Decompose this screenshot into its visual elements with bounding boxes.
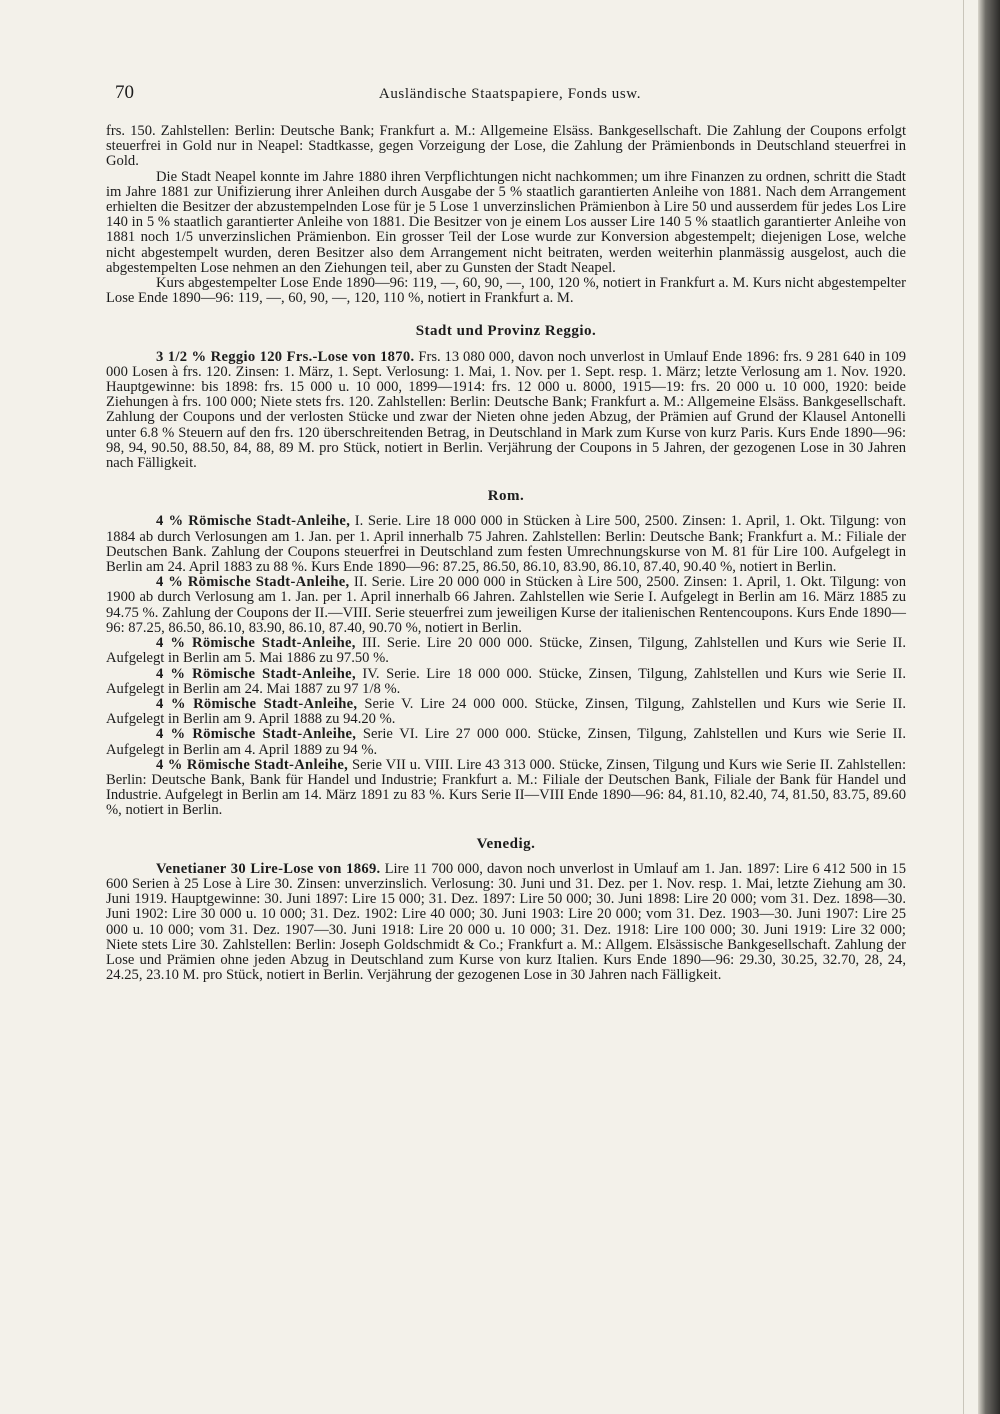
entry-rom-serie-5 — [106, 697, 906, 727]
entry-lead: 4 % Römische Stadt-Anleihe, — [156, 665, 356, 682]
page-body — [106, 124, 906, 983]
entry-text: II. Serie. Lire 20 000 000 in Stücken à Lire 500, 2500. Zinsen: 1. April, 1. Okt. Tilgung: von 1900 ab durch Verlosung am 1. Jan. per 1. April innerhalb 66 Jahren. Zahlstellen wie Serie I. Aufgelegt in Berlin am 16. März 1885 zu 94.75 %. Zahlung der Coupons der II.—VIII. Serie steuerfrei zum jeweiligen Kurse der italienischen Rentencoupons. Kurs Ende 1890—96: 87.25, 86.50, 86.10, 83.90, 86.10, 87.40, 90.70 %, notiert in Berlin. — [106, 574, 906, 636]
entry-lead: 4 % Römische Stadt-Anleihe, — [156, 574, 350, 591]
entry-text: I. Serie. Lire 18 000 000 in Stücken à Lire 500, 2500. Zinsen: 1. April, 1. Okt. Tilgung: von 1884 ab durch Verlosungen am 1. Jan. per 1. April innerhalb 75 Jahren. Zahlstellen: Berlin: Deutsche Bank; Frankfurt a. M.: Filiale der Deutschen Bank. Zahlung der Coupons steuerfrei in Deutschland zum festen Umrechnungskurse von M. 81 für Lire 100. Aufgelegt in Berlin am 24. April 1883 zu 88 %. Kurs Ende 1890—96: 87.25, 86.50, 86.10, 83.90, 86.10, 87.40, 90.40 %, notiert in Berlin. — [106, 513, 907, 576]
binding-shadow — [978, 0, 1000, 1414]
entry-text: Serie VI. Lire 27 000 000. Stücke, Zinsen, Tilgung, Zahlstellen und Kurs wie Serie II. Aufgelegt in Berlin am 4. April 1889 zu 94 %. — [106, 726, 906, 758]
entry-lead: 4 % Römische Stadt-Anleihe, — [156, 756, 349, 773]
entry-reggio-lose — [106, 350, 906, 472]
entry-lead: 4 % Römische Stadt-Anleihe, — [156, 695, 358, 712]
entry-lead: 3 1/2 % Reggio 120 Frs.-Lose von 1870. — [156, 348, 415, 365]
entry-lead: 4 % Römische Stadt-Anleihe, — [156, 513, 351, 530]
intro-paragraph-3: Kurs abgestempelter Lose Ende 1890—96: 119, —, 60, 90, —, 100, 120 %, notiert in Frankfurt a. M. Kurs nicht abgestempelter Lose Ende 1890—96: 119, —, 60, 90, —, 120, 110 %, notiert in Frankfurt a. M. — [106, 275, 906, 307]
entry-lead: 4 % Römische Stadt-Anleihe, — [156, 635, 356, 652]
intro-paragraph-2: Die Stadt Neapel konnte im Jahre 1880 ihren Verpflichtungen nicht nachkommen; um ihre Finanzen zu ordnen, schritt die Stadt im Jahre 1881 zur Unifizierung ihrer Anleihen durch Ausgabe der 5 % staatlich garantierten Anleihe von 1881. Nach dem Arrangement erhielten die Besitzer der abzustempelnden Lose für je 5 Lose 1 unverzinslichen Prämienbon à Lire 50 und ausserdem für jedes Los Lire 140 in 5 % staatlich garantierter Anleihe von 1881. Die Besitzer von je einem Los ausser Lire 140 5 % staatlich garantierter Anleihe von 1881 noch 1/5 unverzinslichen Prämienbon. Ein grosser Teil der Lose wurde zur Konversion abgestempelt; diejenigen Lose, welche nicht abgestempelt wurden, deren Besitzer also dem Arrangement nicht beitraten, werden weiterhin planmässig ausgelost, auch die abgestempelten Lose nehmen an den Ziehungen teil, aber zu Gunsten der Stadt Neapel. — [106, 168, 906, 276]
entry-rom-serie-2 — [106, 575, 906, 636]
entry-rom-serie-4 — [106, 667, 906, 697]
section-title-reggio: Stadt und Provinz Reggio. — [415, 323, 597, 340]
entry-rom-serie-3 — [106, 636, 906, 666]
entry-text: Serie VII u. VIII. Lire 43 313 000. Stücke, Zinsen, Tilgung und Kurs wie Serie II. Zahlstellen: Berlin: Deutsche Bank, Bank für Handel und Industrie; Frankfurt a. M.: Filiale der Deutschen Bank, Filiale der Bank für Handel und Industrie. Aufgelegt in Berlin am 14. März 1891 zu 83 %. Kurs Serie II—VIII Ende 1890—96: 84, 81.10, 82.40, 74, 81.50, 83.75, 89.60 %, notiert in Berlin. — [106, 756, 907, 819]
entry-text: III. Serie. Lire 20 000 000. Stücke, Zinsen, Tilgung, Zahlstellen und Kurs wie Serie II. Aufgelegt in Berlin am 5. Mai 1886 zu 97.50 %. — [106, 635, 907, 667]
page-header — [115, 82, 905, 106]
intro-paragraph-1: frs. 150. Zahlstellen: Berlin: Deutsche Bank; Frankfurt a. M.: Allgemeine Elsäss. Bankgesellschaft. Die Zahlung der Coupons erfolgt steuerfrei in Gold nur in Neapel: Stadtkasse, gegen Vorzeigung der Lose, die Zahlung der Prämienbonds in Deutschland steuerfrei in Gold. — [106, 123, 906, 170]
entry-text: Lire 11 700 000, davon noch unverlost in Umlauf am 1. Jan. 1897: Lire 6 412 500 in 15 600 Serien à 25 Lose à Lire 30. Zinsen: unverzinslich. Verlosung: 30. Juni und 31. Dez. per 1. Nov. resp. 1. Mai, letzte Ziehung am 30. Juni 1919. Hauptgewinne: 30. Juni 1897: Lire 15 000; 31. Dez. 1897: Lire 50 000; 30. Juni 1898: Lire 20 000; vom 31. Dez. 1898—30. Juni 1902: Lire 30 000 u. 10 000; 31. Dez. 1902: Lire 40 000; 30. Juni 1903: Lire 20 000; vom 31. Dez. 1903—30. Juni 1907: Lire 25 000 u. 10 000; vom 31. Dez. 1907—30. Juni 1918: Lire 20 000 u. 10 000; 31. Dez. 1918: Lire 100 000; 30. Juni 1919: Lire 32 000; Niete stets Lire 30. Zahlstellen: Berlin: Joseph Goldschmidt & Co.; Frankfurt a. M.: Allgem. Elsässische Bankgesellschaft. Zahlung der Lose und Prämien ohne jeden Abzug in Deutschland zum Kurse von kurz Italien. Kurs Ende 1890—96: 29.30, 30.25, 32.70, 28, 24, 24.25, 23.10 M. pro Stück, notiert in Berlin. Verjährung der gezogenen Lose in 30 Jahren nach Fälligkeit. — [106, 860, 906, 984]
entry-text: IV. Serie. Lire 18 000 000. Stücke, Zinsen, Tilgung, Zahlstellen und Kurs wie Serie II. Aufgelegt in Berlin am 24. Mai 1887 zu 97 1/8 %. — [106, 665, 906, 697]
page-number: 70 — [115, 82, 134, 103]
section-title-rom: Rom. — [487, 488, 525, 505]
entry-venedig-lose — [106, 862, 906, 984]
entry-lead: Venetianer 30 Lire-Lose von 1869. — [156, 860, 381, 877]
entry-rom-serie-6 — [106, 727, 906, 757]
entry-rom-serie-7-8 — [106, 758, 906, 819]
entry-rom-serie-1 — [106, 514, 906, 575]
entry-lead: 4 % Römische Stadt-Anleihe, — [156, 726, 357, 743]
entry-text: Frs. 13 080 000, davon noch unverlost in Umlauf Ende 1896: frs. 9 281 640 in 109 000 Losen à frs. 120. Zinsen: 1. März, 1. Sept. Verlosung: 1. Mai, 1. Nov. per 1. Sept. resp. 1. März; letzte Verlosung am 1. Nov. 1920. Hauptgewinne: bis 1898: frs. 15 000 u. 10 000, 1899—1914: frs. 12 000 u. 8000, 1915—19: frs. 20 000 u. 10 000, 1920: beide Ziehungen à frs. 100 000; Niete stets frs. 120. Zahlstellen: Berlin: Deutsche Bank; Frankfurt a. M.: Allgemeine Elsäss. Bankgesellschaft. Zahlung der Coupons und der verlosten Stücke und zwar der Nieten ohne jeden Abzug, der Prämien auf Grund der Klausel Antonelli unter 6.8 % Steuern auf den frs. 120 überschreitenden Betrag, in Deutschland in Mark zum Kurse von kurz Paris. Kurs Ende 1890—96: 98, 94, 90.50, 88.50, 84, 88, 89 M. pro Stück, notiert in Berlin. Verjährung der Coupons in 5 Jahren, der gezogenen Lose in 30 Jahren nach Fälligkeit. — [106, 348, 906, 472]
section-title-venedig: Venedig. — [476, 835, 536, 852]
entry-text: Serie V. Lire 24 000 000. Stücke, Zinsen, Tilgung, Zahlstellen und Kurs wie Serie II. Aufgelegt in Berlin am 9. April 1888 zu 94.20 %. — [106, 695, 907, 728]
page-edge-line — [963, 0, 964, 1414]
running-title: Ausländische Staatspapiere, Fonds usw. — [378, 86, 642, 102]
